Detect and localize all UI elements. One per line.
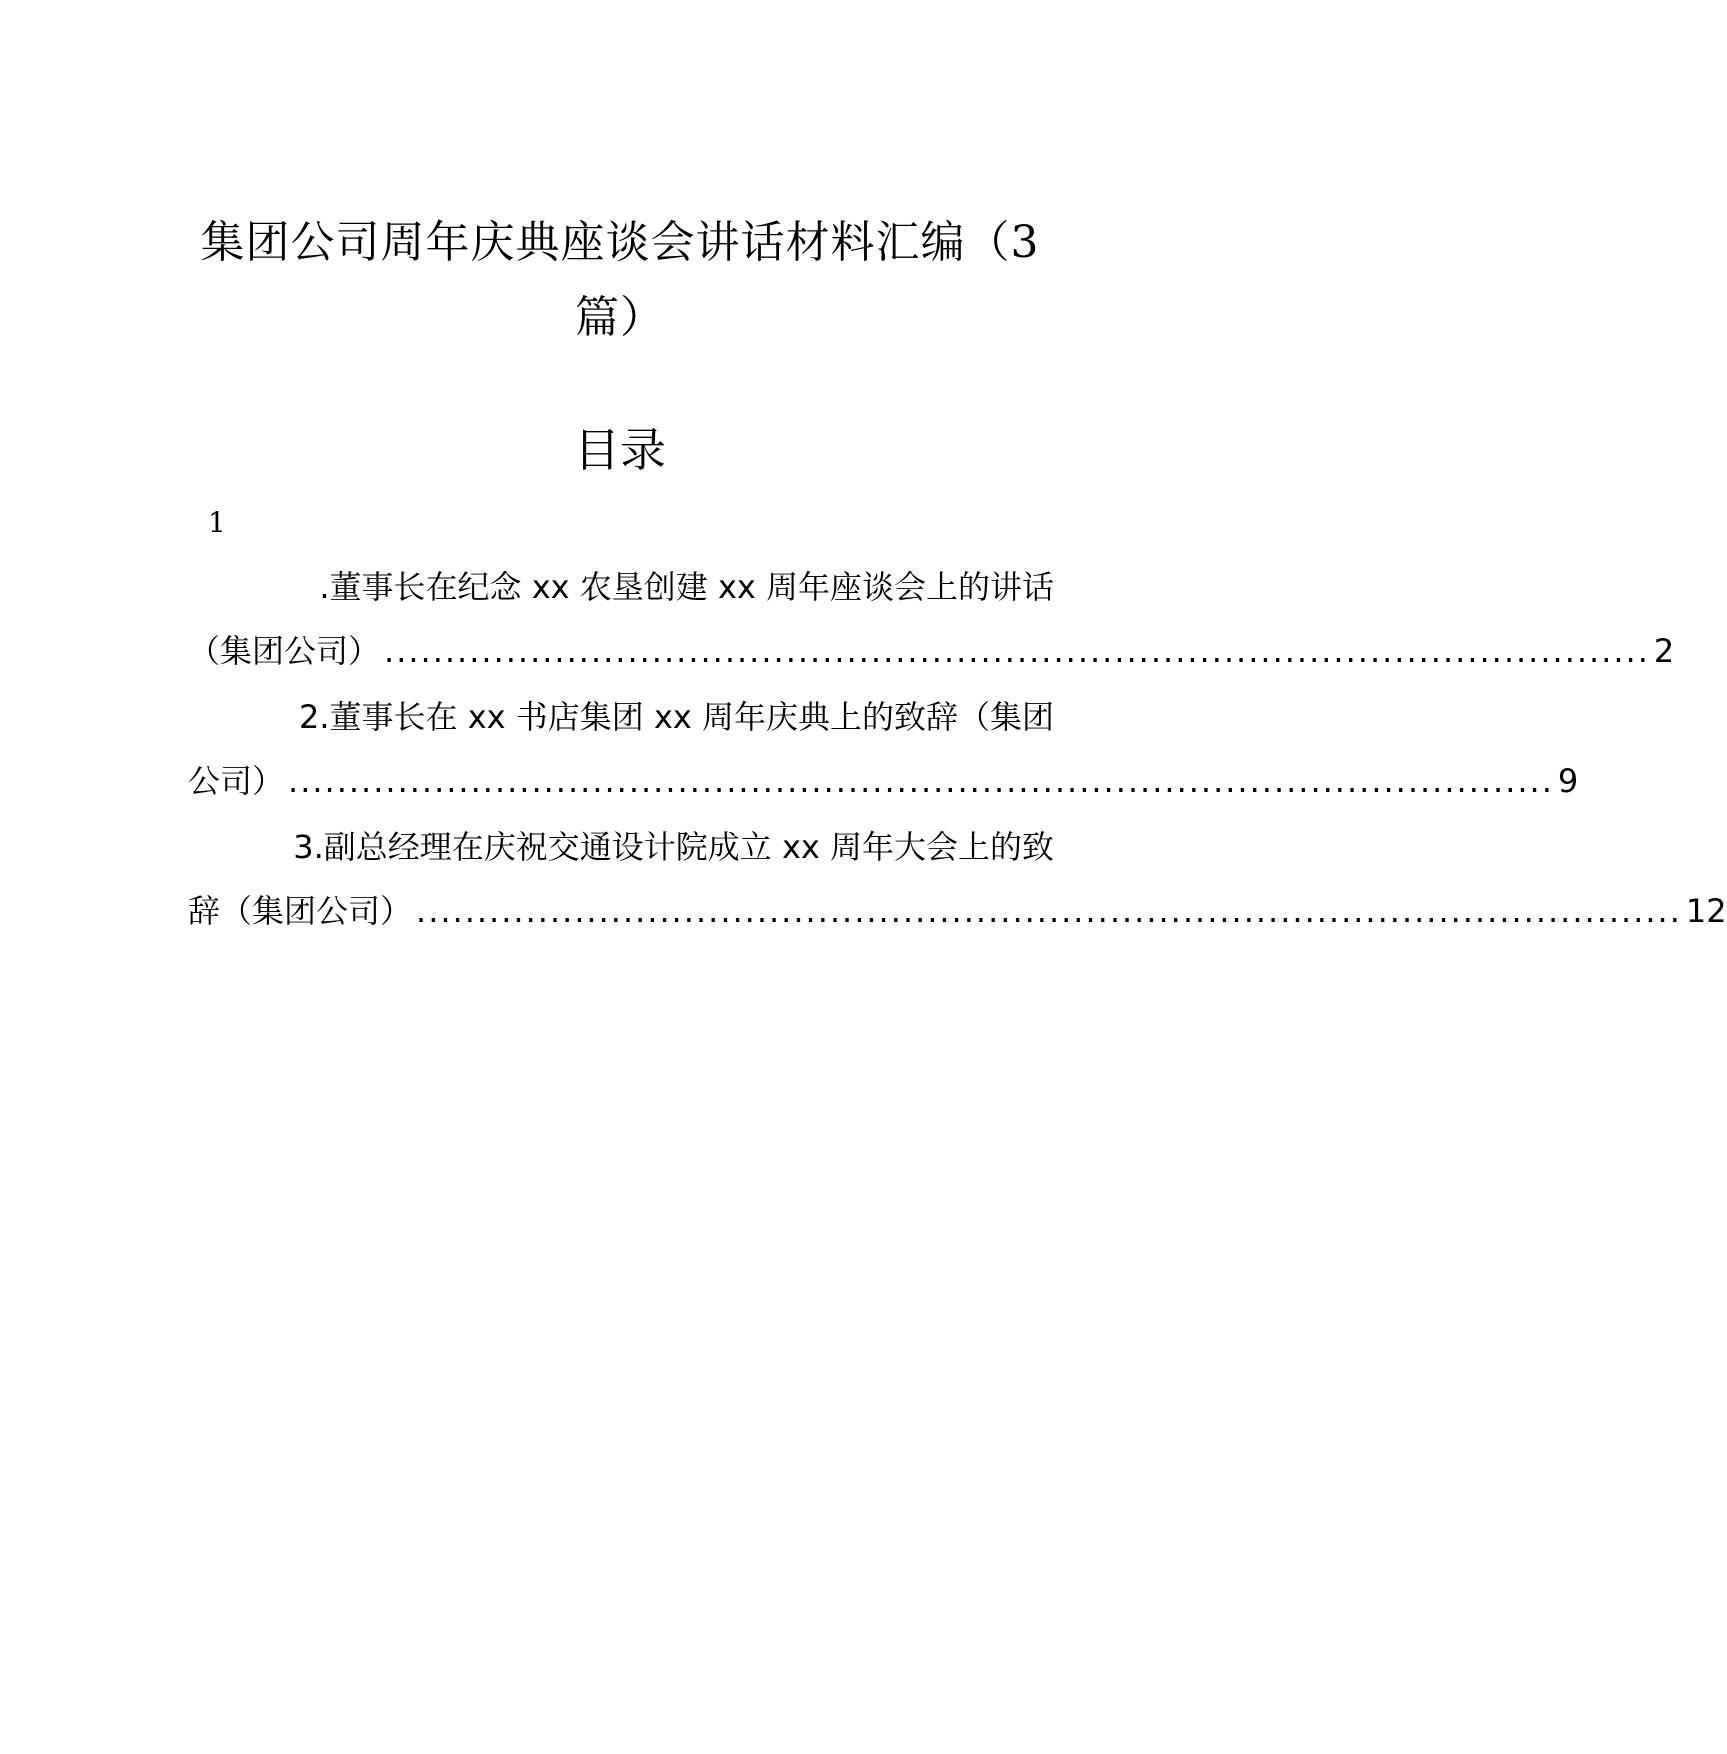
toc-entry[interactable]: [188, 555, 1675, 683]
toc-entry-title: .董事长在纪念 xx 农垦创建 xx 周年座谈会上的讲话: [319, 568, 1054, 606]
stray-number: 1: [208, 506, 226, 539]
toc-entry-title: 3.副总经理在庆祝交通设计院成立 xx 周年大会上的致: [293, 828, 1054, 866]
toc-entry-title: 2.董事长在 xx 书店集团 xx 周年庆典上的致辞（集团: [299, 698, 1054, 736]
toc-entry-title-cont: 公司）: [188, 762, 285, 800]
document-title: [180, 205, 1060, 355]
toc-entry[interactable]: [188, 685, 1579, 813]
title-count: 3: [1010, 217, 1040, 268]
toc-entry-line-2: [188, 749, 1579, 813]
toc-entry-title-cont: 辞（集团公司）: [188, 892, 413, 930]
title-line-1: 集团公司周年庆典座谈会讲话材料汇编（3: [200, 217, 1040, 268]
toc-entry-line-2: [188, 879, 1727, 943]
dot-leader: ........................................................................................................: [416, 892, 1682, 930]
toc-page-number: 9: [1557, 762, 1579, 800]
toc-entry-title-cont: （集团公司）: [188, 632, 381, 670]
toc-entry[interactable]: [188, 815, 1727, 943]
toc-page-number: 2: [1653, 632, 1675, 670]
toc-heading: 目录: [574, 423, 666, 477]
dot-leader: ........................................................................................................: [288, 762, 1554, 800]
dot-leader: ........................................................................................................: [384, 632, 1650, 670]
title-line-2: 篇）: [575, 292, 665, 343]
toc-entry-line-2: [188, 619, 1675, 683]
toc-page-number: 12: [1685, 892, 1727, 930]
